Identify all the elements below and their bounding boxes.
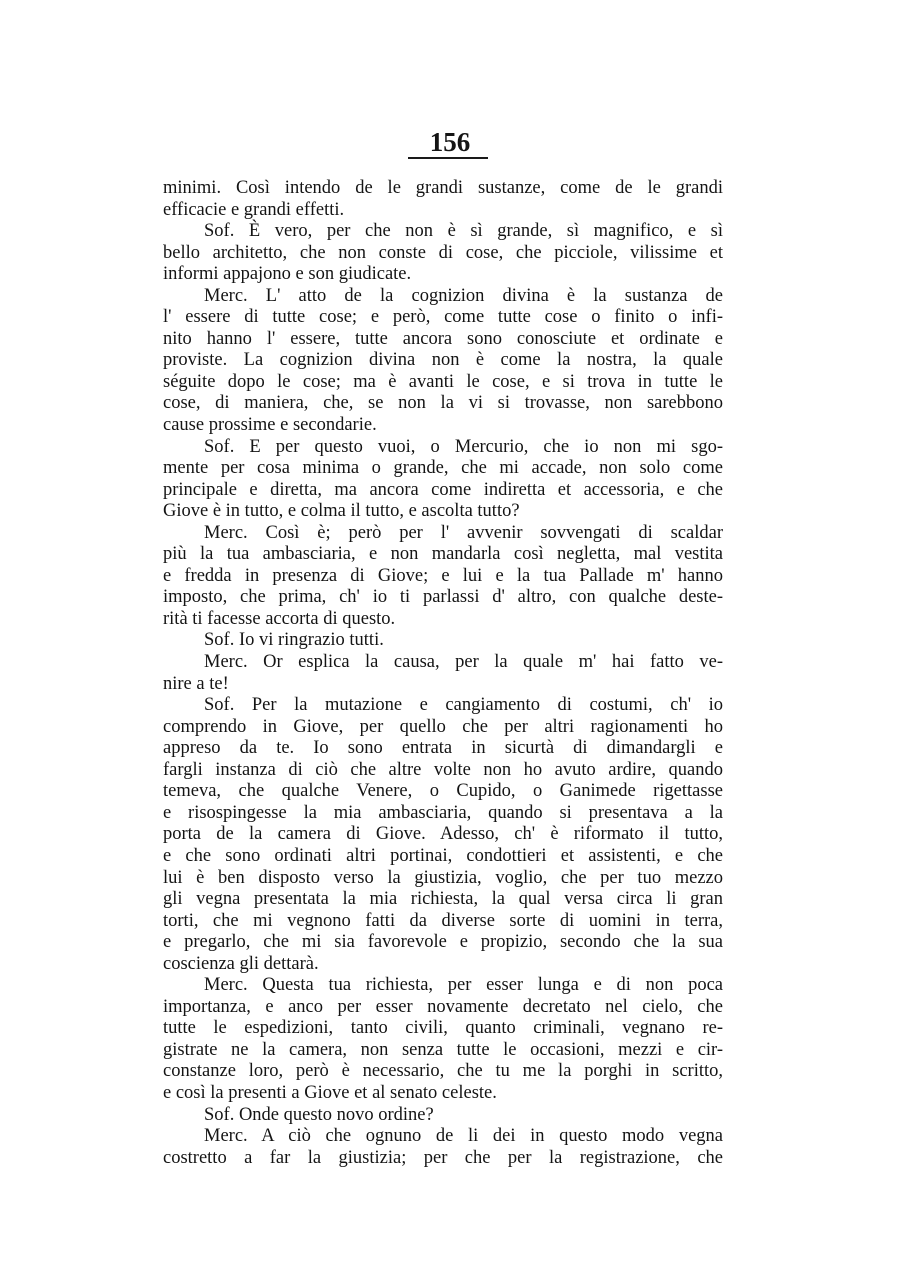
header-rule (408, 157, 488, 159)
text-line: comprendo in Giove, per quello che per altri ragionamenti ho (163, 716, 723, 737)
page-number: 156 (429, 127, 471, 157)
text-line: Sof. È vero, per che non è sì grande, sì magnifico, e sì (204, 221, 723, 242)
text-line: torti, che mi vegnono fatti da diverse sorte di uomini in terra, (163, 910, 723, 931)
text-line: principale e diretta, ma ancora come indiretta et accessoria, e che (163, 479, 723, 500)
text-line: e pregarlo, che mi sia favorevole e propizio, secondo che la sua (163, 932, 723, 953)
text-line: appreso da te. Io sono entrata in sicurtà di dimandargli e (163, 738, 723, 759)
text-line: informi appajono e son giudicate. (163, 264, 412, 285)
text-line: Merc. A ciò che ognuno de li dei in questo modo vegna (204, 1126, 723, 1147)
text-line: temeva, che qualche Venere, o Cupido, o Ganimede rigettasse (163, 781, 723, 802)
text-line: imposto, che prima, ch' io ti parlassi d' altro, con qualche deste- (163, 587, 723, 608)
text-line: e risospingesse la mia ambasciaria, quando si presentava a la (163, 802, 723, 823)
body-text (163, 178, 723, 1169)
text-line: Merc. Questa tua richiesta, per esser lunga e di non poca (204, 975, 723, 996)
text-line: séguite dopo le cose; ma è avanti le cose, e si trova in tutte le (163, 371, 723, 392)
text-line: cause prossime e secondarie. (163, 415, 377, 436)
text-line: Merc. Così è; però per l' avvenir sovvengati di scaldar (204, 522, 723, 543)
text-line: fargli instanza di ciò che altre volte non ho avuto ardire, quando (163, 759, 723, 780)
text-line: nito hanno l' essere, tutte ancora sono conosciute et ordinate e (163, 328, 723, 349)
text-line: lui è ben disposto verso la giustizia, voglio, che per tuo mezzo (163, 867, 723, 888)
text-line: gistrate ne la camera, non senza tutte le occasioni, mezzi e cir- (163, 1039, 723, 1060)
text-line: e così la presenti a Giove et al senato celeste. (163, 1082, 497, 1103)
text-line: più la tua ambasciaria, e non mandarla così negletta, mal vestita (163, 544, 723, 565)
text-line: e che sono ordinati altri portinai, condottieri et assistenti, e che (163, 845, 723, 866)
text-line: Giove è in tutto, e colma il tutto, e ascolta tutto? (163, 501, 520, 522)
text-line: Sof. Per la mutazione e cangiamento di costumi, ch' io (204, 695, 723, 716)
text-line: mente per cosa minima o grande, che mi accade, non solo come (163, 458, 723, 479)
text-line: costretto a far la giustizia; per che per la registrazione, che (163, 1147, 723, 1168)
text-line: minimi. Così intendo de le grandi sustanze, come de le grandi (163, 178, 723, 198)
text-line: cose, di maniera, che, se non la vi si trovasse, non sarebbono (163, 393, 723, 414)
text-line: proviste. La cognizion divina non è come la nostra, la quale (163, 350, 723, 371)
text-line: efficacie e grandi effetti. (163, 199, 345, 220)
text-line: bello architetto, che non conste di cose, che picciole, vilissime et (163, 242, 723, 263)
text-line: Sof. E per questo vuoi, o Mercurio, che io non mi sgo- (204, 436, 723, 457)
text-line: porta de la camera di Giove. Adesso, ch' è riformato il tutto, (163, 824, 723, 845)
text-line: Merc. Or esplica la causa, per la quale m' hai fatto ve- (204, 652, 723, 673)
text-line: coscienza gli dettarà. (163, 953, 319, 974)
text-line: tutte le espedizioni, tanto civili, quanto criminali, vegnano re- (163, 1018, 723, 1039)
text-line: l' essere di tutte cose; e però, come tutte cose o finito o infi- (163, 307, 723, 328)
text-line: gli vegna presentata la mia richiesta, la qual versa circa li gran (163, 889, 723, 910)
text-line: nire a te! (163, 673, 229, 694)
text-line: Sof. Onde questo novo ordine? (204, 1104, 434, 1125)
text-line: constanze loro, però è necessario, che tu me la porghi in scritto, (163, 1061, 723, 1082)
text-line: rità ti facesse accorta di questo. (163, 608, 396, 629)
text-line: Merc. L' atto de la cognizion divina è la sustanza de (204, 285, 723, 306)
text-line: e fredda in presenza di Giove; e lui e la tua Pallade m' hanno (163, 565, 723, 586)
text-line: Sof. Io vi ringrazio tutti. (204, 630, 384, 651)
text-line: importanza, e anco per esser novamente decretato nel cielo, che (163, 996, 723, 1017)
